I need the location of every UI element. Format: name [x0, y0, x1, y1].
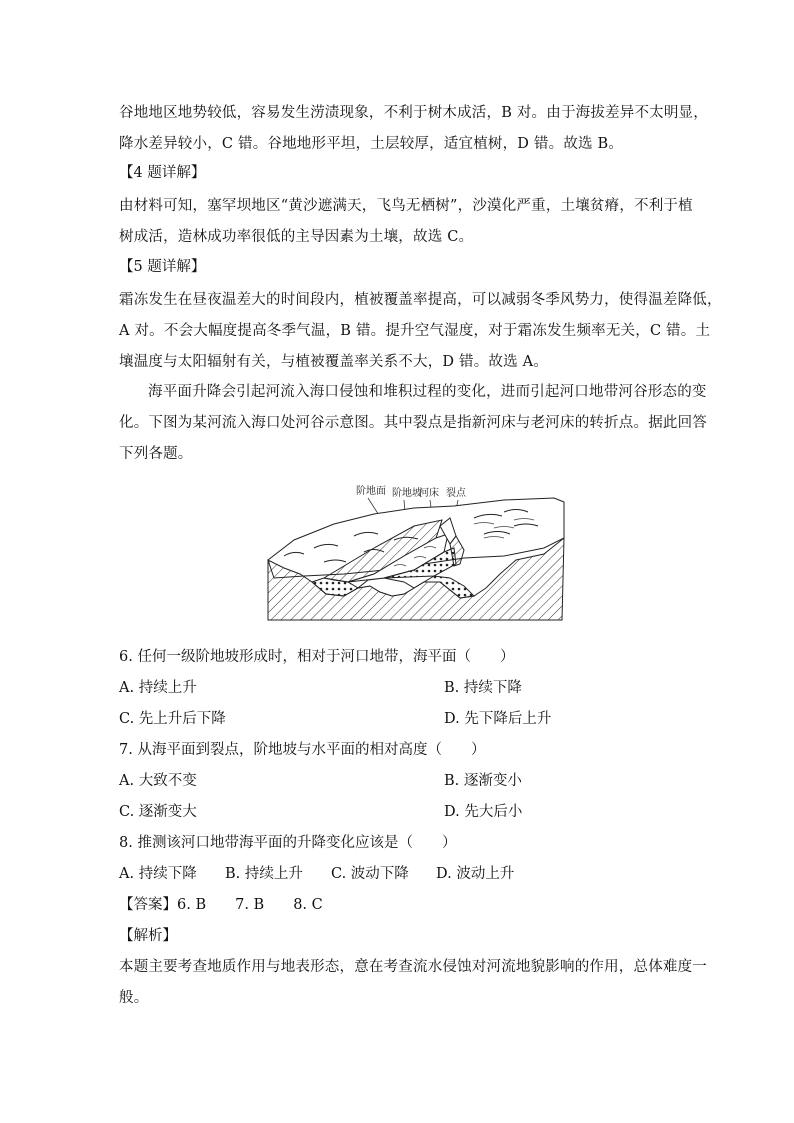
diagram-labels	[356, 484, 467, 499]
q6-option-a[interactable]: A. 持续上升	[119, 680, 197, 696]
q8-option-d[interactable]: D. 波动上升	[436, 866, 515, 882]
text-line: 本题主要考查地质作用与地表形态，意在考查流水侵蚀对河流地貌影响的作用，总体难度一	[119, 959, 707, 975]
q7-option-c[interactable]: C. 逐渐变大	[119, 804, 197, 820]
text-line: A 对。不会大幅度提高冬季气温，B 错。提升空气湿度，对于霜冻发生频率无关，C 错。土	[119, 323, 711, 339]
text-line: 海平面升降会引起河流入海口侵蚀和堆积过程的变化，进而引起河口地带河谷形态的变	[148, 384, 707, 400]
section-title-q5: 【5 题详解】	[119, 259, 206, 275]
text-line: 由材料可知，塞罕坝地区“黄沙遮满天，飞鸟无栖树”，沙漠化严重，土壤贫瘠，不利于植	[119, 198, 693, 214]
answer-label: 【答案】	[119, 897, 177, 913]
text-line: 壤温度与太阳辐射有关，与植被覆盖率关系不大，D 错。故选 A。	[119, 354, 549, 370]
q6-option-b[interactable]: B. 持续下降	[444, 680, 522, 696]
q7-option-d[interactable]: D. 先大后小	[444, 804, 523, 820]
explanation-q5	[119, 285, 722, 378]
label-terrace-surface: 阶地面	[356, 486, 386, 497]
text-line: 降水差异较小，C 错。谷地地形平坦，土层较厚，适宜植树，D 错。故选 B。	[119, 136, 624, 152]
text-line: 树成活，造林成功率很低的主导因素为土壤，故选 C。	[119, 229, 474, 245]
q8-option-c[interactable]: C. 波动下降	[331, 866, 409, 882]
question-7-stem: 7. 从海平面到裂点，阶地坡与水平面的相对高度（ ）	[119, 742, 486, 758]
text-line: 化。下图为某河流入海口处河谷示意图。其中裂点是指新河床与老河床的转折点。据此回答	[119, 415, 707, 431]
q6-option-c[interactable]: C. 先上升后下降	[119, 711, 226, 727]
analysis-text	[119, 952, 707, 1014]
river-valley-diagram	[264, 478, 568, 628]
question-8-stem: 8. 推测该河口地带海平面的升降变化应该是（ ）	[119, 835, 457, 851]
q8-option-a[interactable]: A. 持续下降	[119, 866, 197, 882]
question-6-stem: 6. 任何一级阶地坡形成时，相对于河口地带，海平面（ ）	[119, 649, 515, 665]
text-line: 般。	[119, 990, 149, 1006]
q7-option-b[interactable]: B. 逐渐变小	[444, 773, 522, 789]
answer-row	[119, 893, 323, 914]
label-riverbed: 河床	[419, 488, 439, 499]
q7-option-a[interactable]: A. 大致不变	[119, 773, 197, 789]
text-line: 下列各题。	[119, 446, 193, 462]
q6-option-d[interactable]: D. 先下降后上升	[444, 711, 552, 727]
analysis-title: 【解析】	[119, 928, 177, 944]
text-line: 谷地地区地势较低，容易发生涝渍现象，不利于树木成活，B 对。由于海拔差异不太明显，	[119, 105, 708, 121]
label-terrace-slope: 阶地坡	[392, 488, 422, 499]
explanation-q3-continued	[119, 98, 708, 160]
label-knickpoint: 裂点	[446, 488, 466, 499]
answer-values: 6. B 7. B 8. C	[177, 897, 323, 913]
section-title-q4: 【4 题详解】	[119, 165, 206, 181]
question-intro	[119, 377, 707, 470]
explanation-q4	[119, 191, 693, 253]
text-line: 霜冻发生在昼夜温差大的时间段内，植被覆盖率提高，可以减弱冬季风势力，使得温差降低，	[119, 292, 722, 308]
q8-option-b[interactable]: B. 持续上升	[225, 866, 303, 882]
